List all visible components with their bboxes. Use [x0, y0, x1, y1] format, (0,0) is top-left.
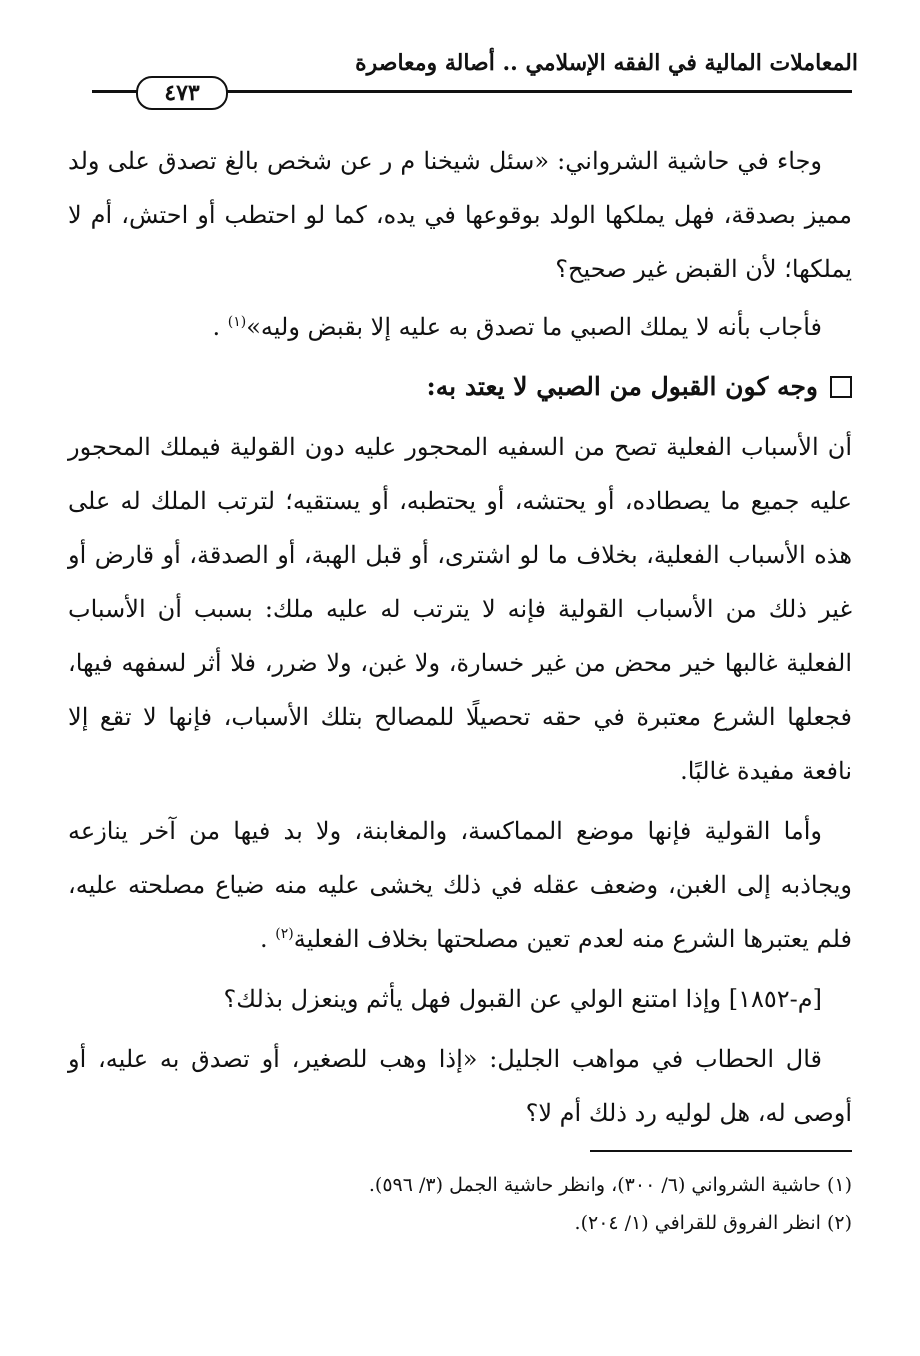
paragraph-text: وأما القولية فإنها موضع المماكسة، والمغابنة، ولا بد فيها من آخر ينازعه ويجاذبه إلى الغبن، وضعف عقله في ذلك يخشى عليه منه ضياع مصلحته عليه، فلم يعتبرها الشرع منه لعدم تعين مصلحتها بخلاف الفعلية — [68, 817, 852, 953]
paragraph-verbal — [68, 804, 852, 966]
paragraph-text: [م-١٨٥٢] وإذا امتنع الولي عن القبول فهل يأثم وينعزل بذلك؟ — [223, 985, 822, 1013]
paragraph-hattab — [68, 1032, 852, 1140]
paragraph-quote-shirwani — [68, 134, 852, 296]
paragraph-text: أن الأسباب الفعلية تصح من السفيه المحجور عليه دون القولية فيملك المحجور عليه جميع ما يصطاده، أو يحتشه، أو يحتطبه، أو يستقيه؛ لترتب الملك له على هذه الأسباب الفعلية، بخلاف ما لو اشترى، أو قبل الهبة، أو الصدقة، أو قارض أو غير ذلك من الأسباب القولية فإنه لا يترتب له عليه ملك: بسبب أن الأسباب الفعلية غالبها خير محض من غير خسارة، ولا غبن، ولا ضرر، فلا أثر لسفهه فيها، فجعلها الشرع معتبرة في حقه تحصيلًا للمصالح بتلك الأسباب، فإنها لا تقع إلا نافعة مفيدة غالبًا. — [68, 433, 852, 785]
page-number: ٤٧٣ — [136, 76, 228, 110]
paragraph-end-mark: . — [212, 313, 221, 341]
paragraph-text: فأجاب بأنه لا يملك الصبي ما تصدق به عليه إلا بقبض وليه» — [246, 313, 822, 341]
paragraph-issue-1852 — [68, 972, 852, 1026]
footnote-rule — [590, 1150, 852, 1152]
paragraph-text: قال الحطاب في مواهب الجليل: «إذا وهب للصغير، أو تصدق به عليه، أو أوصى له، هل لوليه رد ذلك أم لا؟ — [68, 1045, 852, 1127]
square-bullet-icon — [830, 376, 852, 398]
section-heading-text: وجه كون القبول من الصبي لا يعتد به: — [426, 372, 818, 401]
footnotes — [68, 1166, 852, 1242]
footnote-ref-2: (٢) — [275, 926, 294, 942]
body-text — [68, 134, 852, 1144]
paragraph-end-mark: . — [259, 925, 268, 953]
paragraph-actions — [68, 420, 852, 798]
footnote-2: (٢) انظر الفروق للقرافي (١/ ٢٠٤). — [574, 1212, 852, 1234]
section-heading — [68, 360, 852, 414]
paragraph-answer — [68, 300, 852, 354]
footnote-ref-1: (١) — [227, 314, 247, 330]
running-title: المعاملات المالية في الفقه الإسلامي .. أصالة ومعاصرة — [355, 50, 858, 76]
paragraph-text: وجاء في حاشية الشرواني: «سئل شيخنا م ر عن شخص بالغ تصدق على ولد مميز بصدقة، فهل يملكها الولد بوقوعها في يده، كما لو احتطب أو احتش، أم لا يملكها؛ لأن القبض غير صحيح؟ — [68, 147, 852, 283]
footnote-1: (١) حاشية الشرواني (٦/ ٣٠٠)، وانظر حاشية الجمل (٣/ ٥٩٦). — [368, 1174, 852, 1196]
